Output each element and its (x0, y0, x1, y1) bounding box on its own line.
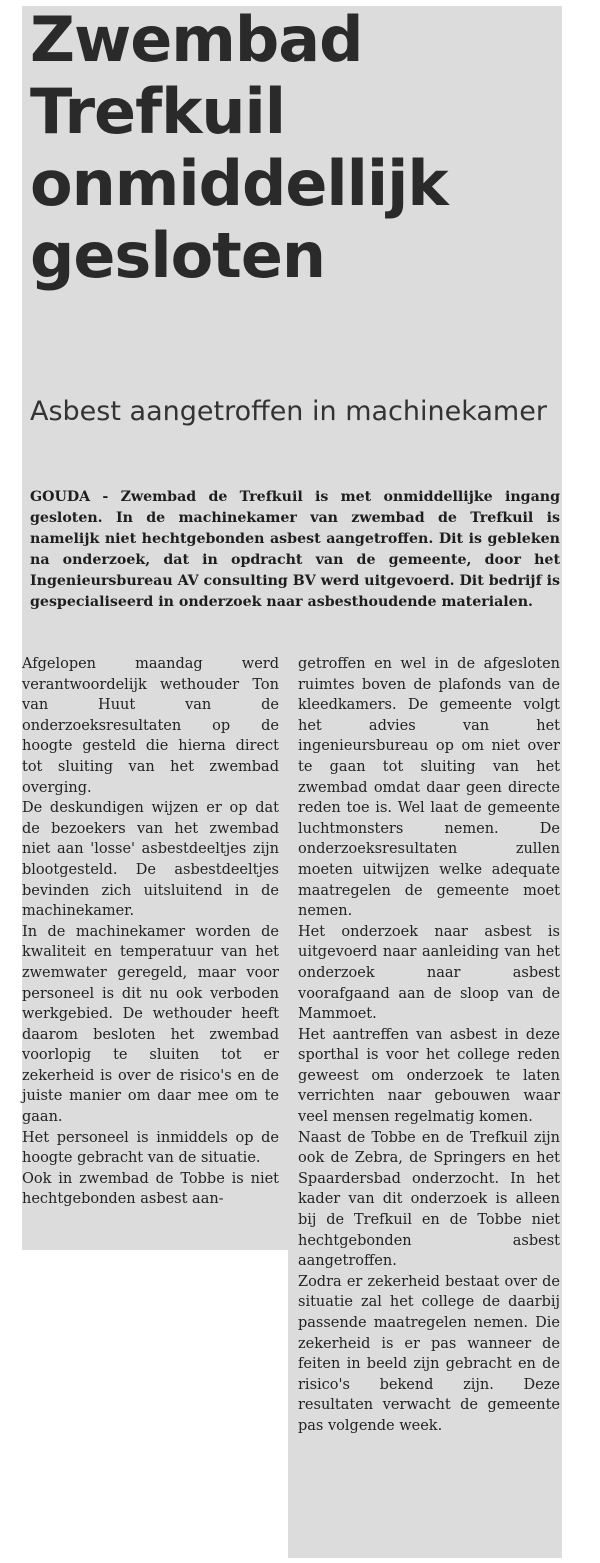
paragraph: Naast de Tobbe en de Trefkuil zijn ook de Zebra, de Springers en het Spaardersbad onderzocht. In het kader van dit onderzoek is alleen bij de Trefkuil en de Tobbe niet hechtgebonden asbest aangetroffen. (298, 1129, 560, 1270)
paragraph: Het onderzoek naar asbest is uitgevoerd naar aanleiding van het onderzoek naar asbest voorafgaand aan de sloop van de Mammoet. (298, 923, 560, 1023)
left-column (22, 654, 279, 1210)
paragraph: Afgelopen maandag werd verantwoordelijk wethouder Ton van Huut van de onderzoeksresultaten op de hoogte gesteld die hierna direct tot sluiting van het zwembad overging. (22, 656, 279, 796)
paragraph: getroffen en wel in de afgesloten ruimtes boven de plafonds van de kleedkamers. De gemeente volgt het advies van het ingenieursbureau op om niet over te gaan tot sluiting van het zwembad omdat daar geen directe reden toe is. Wel laat de gemeente luchtmonsters nemen. De onderzoeksresultaten zullen moeten uitwijzen welke adequate maatregelen de gemeente moet nemen. (298, 656, 560, 920)
paragraph: Zodra er zekerheid bestaat over de situatie zal het college de daarbij passende maatregelen nemen. Die zekerheid is er pas wanneer de feiten in beeld zijn gebracht en de risico's bekend zijn. Deze resultaten verwacht de gemeente pas volgende week. (298, 1273, 560, 1434)
clipping-cutout (22, 1250, 288, 1563)
paragraph: De deskundigen wijzen er op dat de bezoekers van het zwembad niet aan 'losse' asbestdeeltjes zijn blootgesteld. De asbestdeeltjes bevinden zich uitsluitend in de machinekamer. (22, 800, 279, 920)
lead-paragraph: GOUDA - Zwembad de Trefkuil is met onmiddellijke ingang gesloten. In de machinekamer van zwembad de Trefkuil is namelijk niet hechtgebonden asbest aangetroffen. Dit is gebleken na onderzoek, dat in opdracht van de gemeente, door het Ingenieursbureau AV consulting BV werd uitgevoerd. Dit bedrijf is gespecialiseerd in onderzoek naar asbesthoudende materialen. (30, 489, 560, 610)
paragraph: Het aantreffen van asbest in deze sporthal is voor het college reden geweest om onderzoek te laten verrichten naar gebouwen waar veel mensen regelmatig komen. (298, 1026, 560, 1126)
paragraph: Het personeel is inmiddels op de hoogte gebracht van de situatie. (22, 1129, 279, 1167)
paragraph: Ook in zwembad de Tobbe is niet hechtgebonden asbest aan- (22, 1170, 279, 1208)
right-column (298, 654, 560, 1437)
paragraph: In de machinekamer worden de kwaliteit en temperatuur van het zwemwater geregeld, maar voor personeel is dit nu ook verboden werkgebied. De wethouder heeft daarom besloten het zwembad voorlopig te sluiten tot er zekerheid is over de risico's en de juiste manier om daar mee om te gaan. (22, 923, 279, 1126)
headline: Zwembad Trefkuil onmiddellijk gesloten (30, 3, 448, 292)
subheadline: Asbest aangetroffen in machinekamer (30, 396, 547, 427)
